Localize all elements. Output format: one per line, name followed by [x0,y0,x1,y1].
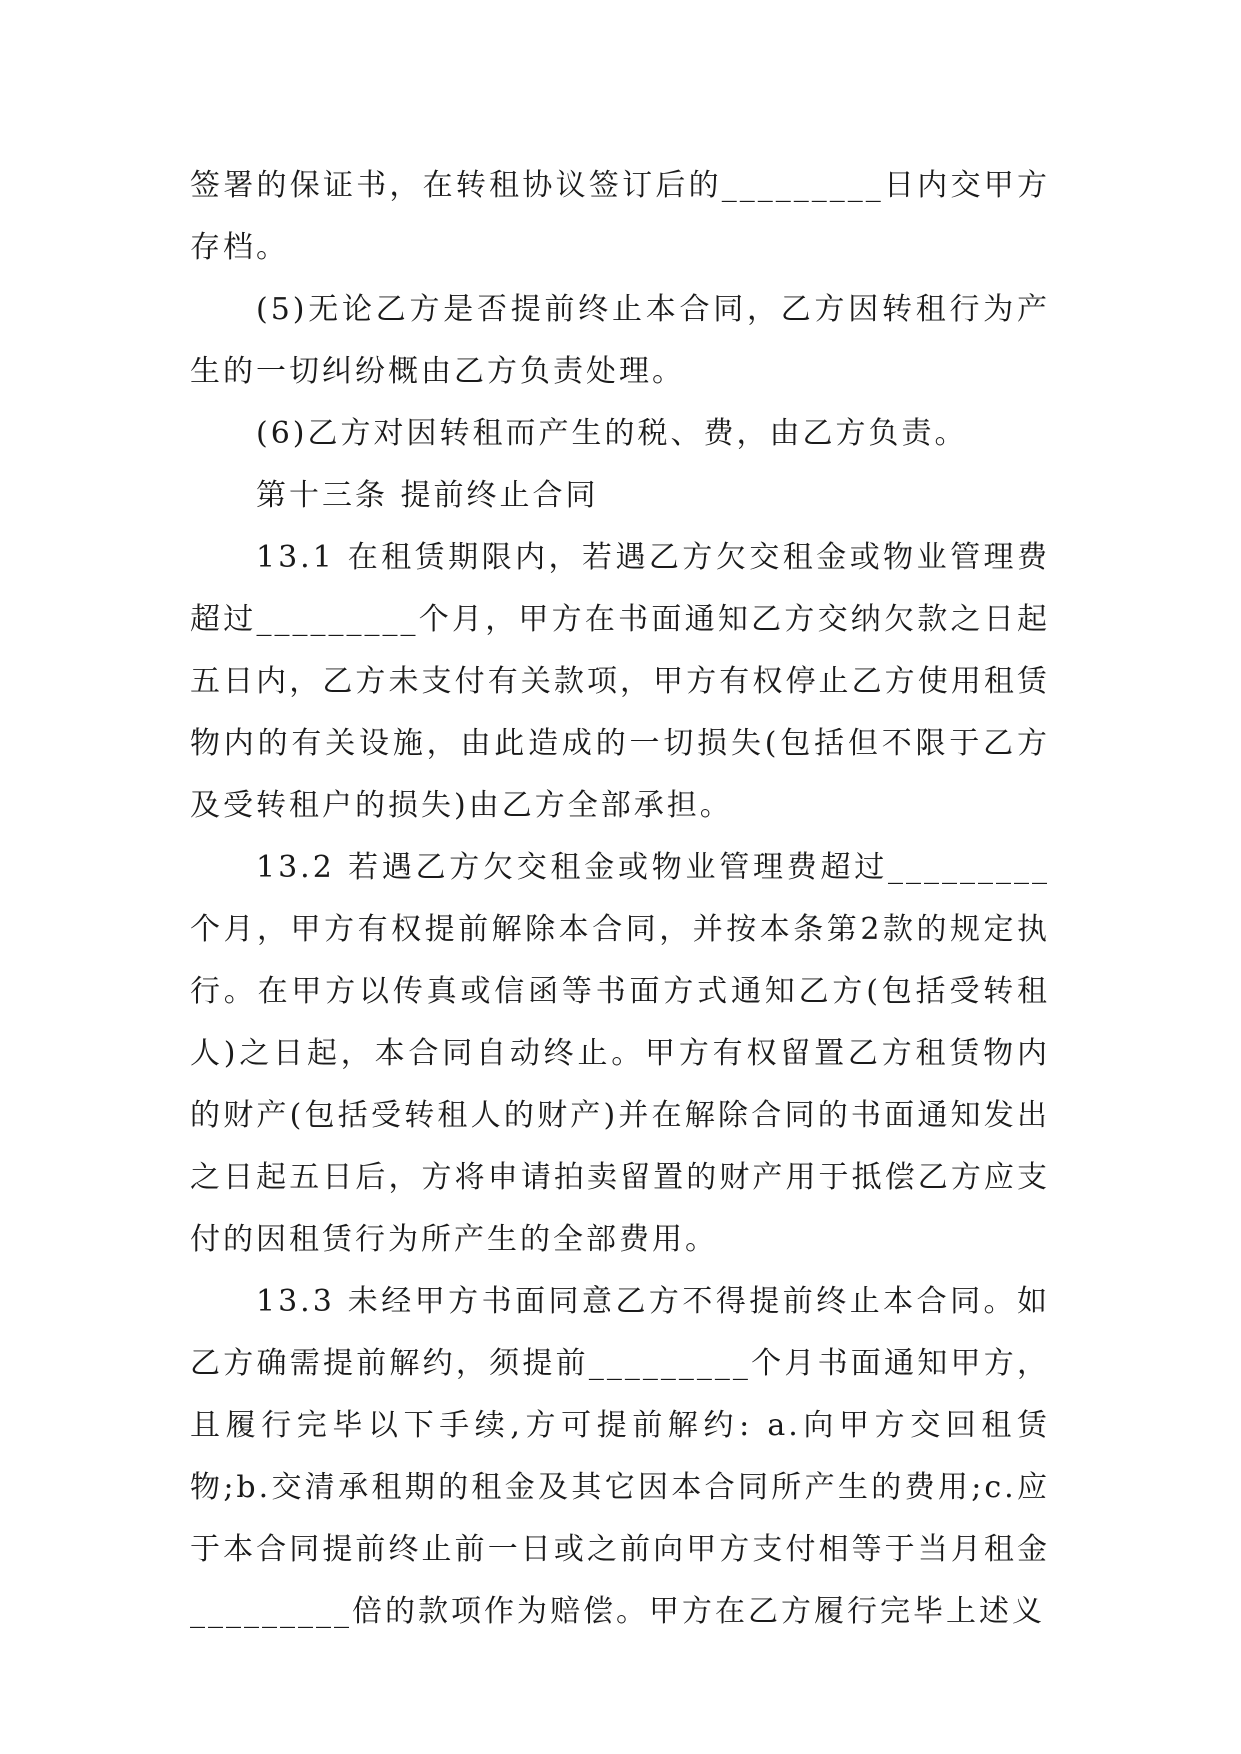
paragraph-13-3: 13.3 未经甲方书面同意乙方不得提前终止本合同。如乙方确需提前解约，须提前_________个月书面通知甲方，且履行完毕以下手续,方可提前解约: a.向甲方交回租赁物;b.交清承租期的租金及其它因本合同所产生的费用;c.应于本合同提前终止前一日或之前向甲方支付相等于当月租金_________倍的款项作为赔偿。甲方在乙方履行完毕上述义 [190,1284,1050,1629]
paragraph-item-6: (6)乙方对因转租而产生的税、费，由乙方负责。 [256,416,968,451]
paragraph-item-5: (5)无论乙方是否提前终止本合同，乙方因转租行为产生的一切纠纷概由乙方负责处理。 [190,292,1050,389]
paragraph-13-2: 13.2 若遇乙方欠交租金或物业管理费超过_________个月，甲方有权提前解除本合同，并按本条第2款的规定执行。在甲方以传真或信函等书面方式通知乙方(包括受转租人)之日起，本合同自动终止。甲方有权留置乙方租赁物内的财产(包括受转租人的财产)并在解除合同的书面通知发出之日起五日后，方将申请拍卖留置的财产用于抵偿乙方应支付的因租赁行为所产生的全部费用。 [190,850,1050,1257]
paragraph-continuation: 签署的保证书，在转租协议签订后的_________日内交甲方存档。 [190,168,1050,265]
paragraph-13-1: 13.1 在租赁期限内，若遇乙方欠交租金或物业管理费超过_________个月，甲方在书面通知乙方交纳欠款之日起五日内，乙方未支付有关款项，甲方有权停止乙方使用租赁物内的有关设施，由此造成的一切损失(包括但不限于乙方及受转租户的损失)由乙方全部承担。 [190,540,1050,823]
document-body [190,155,1050,1643]
article-13-heading: 第十三条 提前终止合同 [256,478,599,513]
